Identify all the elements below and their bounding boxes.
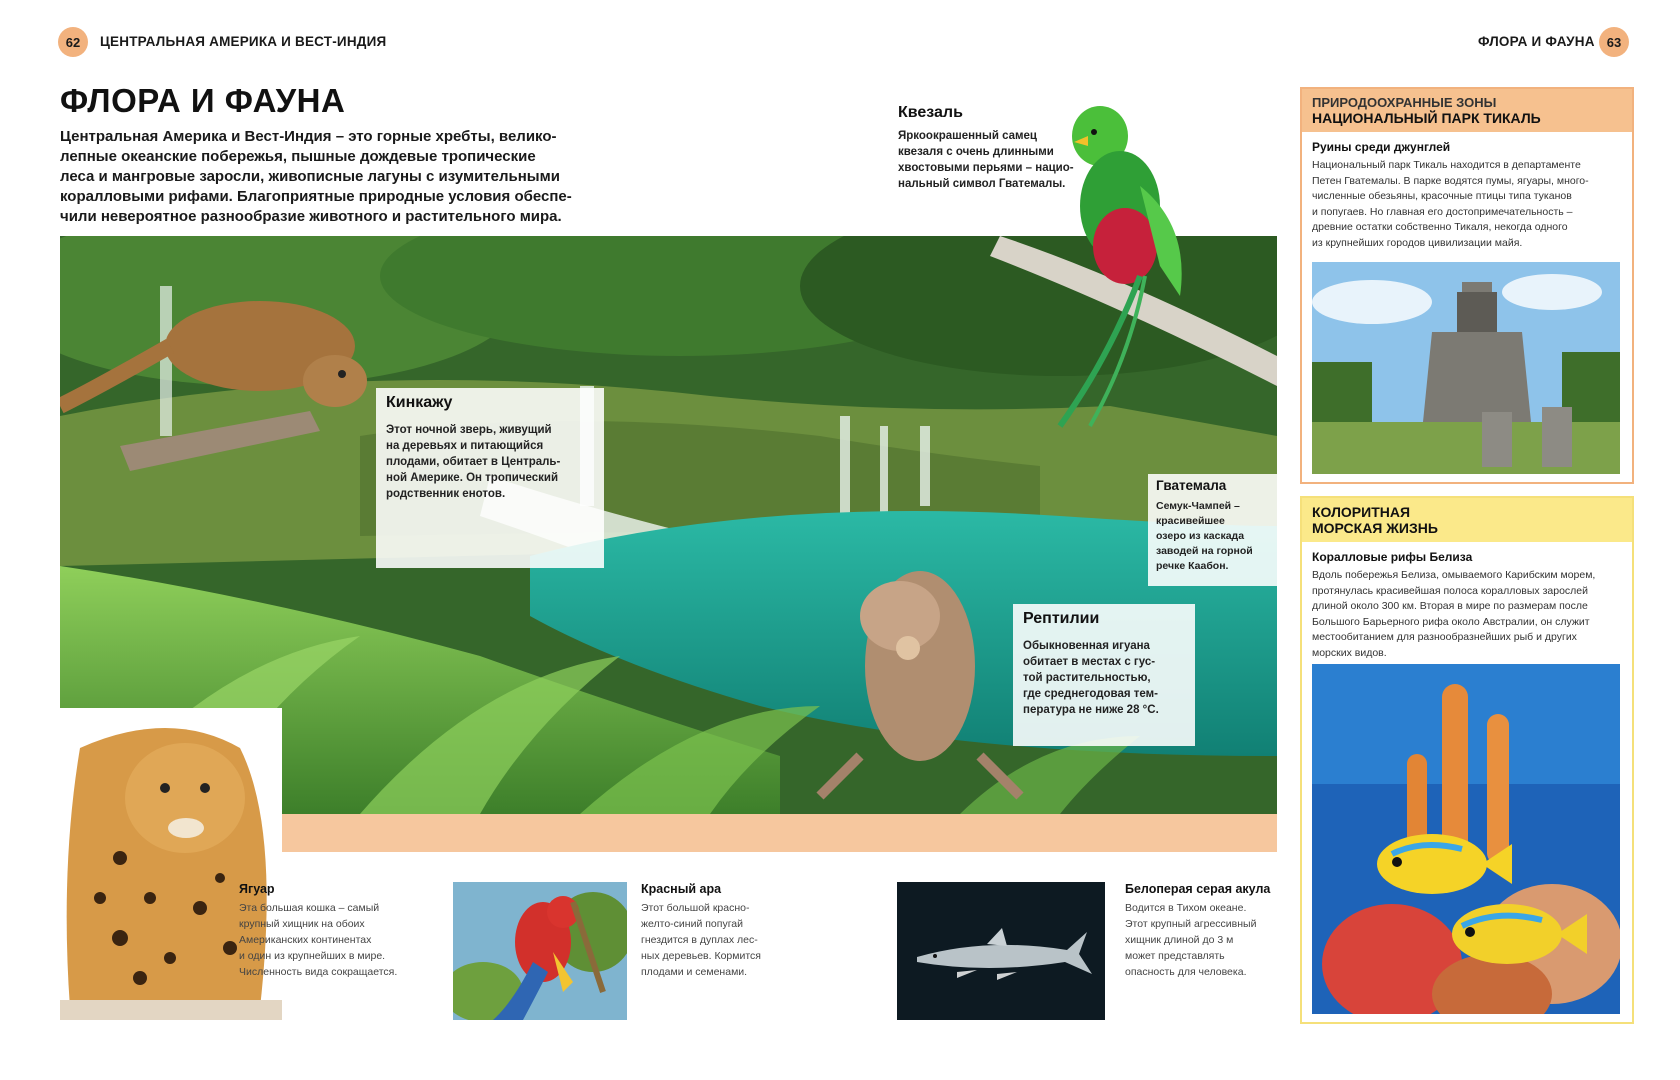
sidebox-title-line1: КОЛОРИТНАЯ xyxy=(1312,504,1411,520)
caption-line: гнездится в дуплах лес- xyxy=(641,934,758,946)
caption-line: Обыкновенная игуана xyxy=(1023,640,1150,652)
guatemala-caption xyxy=(1148,474,1282,586)
red-macaw-photo xyxy=(453,882,627,1020)
sidebox-title: НАЦИОНАЛЬНЫЙ ПАРК ТИКАЛЬ xyxy=(1312,110,1541,126)
sidebox-line: морских видов. xyxy=(1312,646,1387,659)
caption-line: ных деревьев. Кормится xyxy=(641,950,761,962)
kinkajou-caption xyxy=(376,388,604,568)
sidebox-line: древние остатки собственно Тикаля, некогда одного xyxy=(1312,221,1568,233)
caption-line: плодами и семенами. xyxy=(641,966,748,978)
macaw-caption-text xyxy=(641,900,761,980)
reptiles-caption xyxy=(1013,604,1195,746)
sidebox-line: из крупнейших городов цивилизации майя. xyxy=(1312,236,1523,249)
intro-paragraph xyxy=(60,127,590,227)
sidebox-line: Большого Барьерного рифа около Австралии, он служит xyxy=(1312,615,1590,628)
caption-line: обитает в местах с гус- xyxy=(1023,656,1156,668)
tikal-sidebox xyxy=(1300,87,1634,484)
sidebox-line: Национальный парк Тикаль находится в департаменте xyxy=(1312,159,1581,171)
tikal-sidebox-header xyxy=(1302,89,1632,132)
right-running-title: ФЛОРА И ФАУНА xyxy=(1478,34,1595,49)
guatemala-caption-title: Гватемала xyxy=(1156,478,1227,493)
caption-line: где среднегодовая тем- xyxy=(1023,688,1158,700)
left-page-number: 62 xyxy=(58,27,88,57)
sidebox-text xyxy=(1302,158,1632,251)
caption-line: Яркоокрашенный самец xyxy=(898,130,1037,142)
intro-line: чили невероятное разнообразие животного и растительного мира. xyxy=(60,208,562,225)
sidebox-line: Петен Гватемалы. В парке водятся пумы, ягуары, много- xyxy=(1312,174,1589,187)
quetzal-caption-title: Квезаль xyxy=(898,104,963,121)
caption-line: и один из крупнейших в мире. xyxy=(239,950,386,962)
caption-line: Американских континентах xyxy=(239,934,372,946)
caption-line: пература не ниже 28 °С. xyxy=(1023,704,1159,716)
right-page-number: 63 xyxy=(1599,27,1629,57)
sidebox-line: местообитанием для разнообразнейших рыб и других xyxy=(1312,631,1577,643)
jaguar-caption-text xyxy=(239,900,397,980)
intro-line: Центральная Америка и Вест-Индия – это горные хребты, велико- xyxy=(60,128,557,145)
quetzal-caption xyxy=(898,104,1098,192)
sidebox-subtitle: Коралловые рифы Белиза xyxy=(1312,550,1473,564)
caption-line: той растительностью, xyxy=(1023,672,1151,684)
sidebox-line: длиной около 300 км. Вторая в мире по размерам после xyxy=(1312,600,1588,612)
caption-line: заводей на горной xyxy=(1156,545,1253,557)
intro-line: лепные океанские побережья, пышные дождевые тропические xyxy=(60,148,536,165)
sidebox-subtitle: Руины среди джунглей xyxy=(1312,140,1451,154)
sidebox-text xyxy=(1302,568,1632,661)
shark-caption-title: Белоперая серая акула xyxy=(1125,882,1271,896)
tikal-temple-photo xyxy=(1312,262,1620,474)
caption-line: Водится в Тихом океане. xyxy=(1125,902,1247,914)
reef-sidebox xyxy=(1300,496,1634,1024)
intro-line: леса и мангровые заросли, живописные лагуны с изумительными xyxy=(60,168,560,185)
caption-line: Этот крупный агрессивный xyxy=(1125,918,1257,930)
caption-line: красивейшее xyxy=(1156,515,1225,527)
left-running-title: ЦЕНТРАЛЬНАЯ АМЕРИКА И ВЕСТ-ИНДИЯ xyxy=(100,34,387,49)
jaguar-caption-title: Ягуар xyxy=(239,882,275,896)
caption-line: нальный символ Гватемалы. xyxy=(898,178,1066,190)
page-title: ФЛОРА И ФАУНА xyxy=(60,82,346,119)
caption-line: Численность вида сокращается. xyxy=(239,966,398,978)
shark-photo xyxy=(897,882,1105,1020)
sidebox-line: протянулась красивейшая полоса коралловых зарослей xyxy=(1312,584,1589,597)
caption-line: ной Америке. Он тропический xyxy=(386,472,559,484)
caption-line: может представлять xyxy=(1125,950,1225,962)
caption-line: хищник длиной до 3 м xyxy=(1125,934,1234,946)
caption-line: речке Каабон. xyxy=(1156,560,1229,572)
coral-reef-photo xyxy=(1312,664,1620,1014)
reptiles-caption-title: Рептилии xyxy=(1023,610,1100,627)
caption-line: Эта большая кошка – самый xyxy=(239,902,380,914)
caption-line: квезаля с очень длинными xyxy=(898,146,1054,158)
caption-line: Этот ночной зверь, живущий xyxy=(386,424,552,436)
caption-line: Этот большой красно- xyxy=(641,902,750,914)
reef-sidebox-header xyxy=(1302,498,1632,542)
caption-line: на деревьях и питающийся xyxy=(386,440,544,452)
sidebox-line: Вдоль побережья Белиза, омываемого Карибским морем, xyxy=(1312,569,1596,581)
shark-caption-text xyxy=(1125,900,1256,980)
sidebox-line: численные обезьяны, красочные птицы типа туканов xyxy=(1312,190,1572,202)
kinkajou-caption-title: Кинкажу xyxy=(386,394,453,411)
sidebox-title-line2: МОРСКАЯ ЖИЗНЬ xyxy=(1312,520,1438,536)
caption-line: озеро из каскада xyxy=(1156,530,1245,542)
caption-line: плодами, обитает в Централь- xyxy=(386,456,561,468)
caption-line: Семук-Чампей – xyxy=(1156,500,1240,512)
sidebox-line: и попугаев. Но главная его достопримечательность – xyxy=(1312,205,1573,218)
macaw-caption-title: Красный ара xyxy=(641,882,722,896)
caption-line: крупный хищник на обоих xyxy=(239,918,365,930)
intro-line: коралловыми рифами. Благоприятные природные условия обеспе- xyxy=(60,188,572,205)
caption-line: опасность для человека. xyxy=(1125,966,1247,978)
caption-line: родственник енотов. xyxy=(386,488,506,500)
caption-line: желто-синий попугай xyxy=(641,918,743,930)
sidebox-category: ПРИРОДООХРАННЫЕ ЗОНЫ xyxy=(1312,95,1497,110)
caption-line: хвостовыми перьями – нацио- xyxy=(898,162,1074,174)
